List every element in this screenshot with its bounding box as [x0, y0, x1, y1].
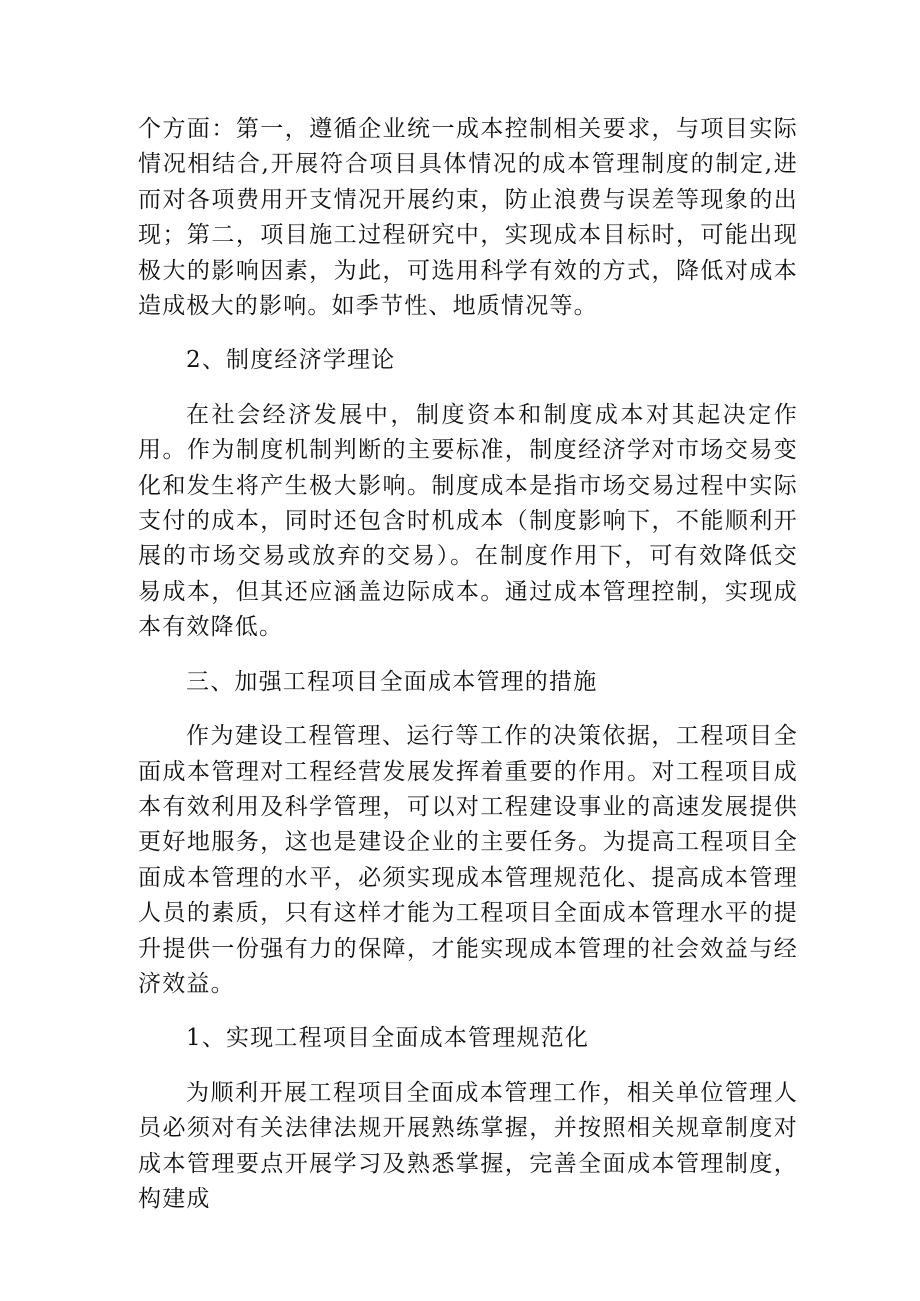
- section-heading-measures: 三、加强工程项目全面成本管理的措施: [186, 668, 598, 695]
- document-body: [138, 112, 798, 1217]
- measures-paragraph: 作为建设工程管理、运行等工作的决策依据，工程项目全面成本管理对工程经营发展发挥着重要的作用。对工程项目成本有效利用及科学管理，可以对工程建设事业的高速发展提供更好地服务，这也是建设企业的主要任务。为提高工程项目全面成本管理的水平，必须实现成本管理规范化、提高成本管理人员的素质，只有这样才能为工程项目全面成本管理水平的提升提供一份强有力的保障，才能实现成本管理的社会效益与经济效益。: [138, 723, 798, 997]
- institutional-economics-paragraph: 在社会经济发展中，制度资本和制度成本对其起决定作用。作为制度机制判断的主要标准，制度经济学对市场交易变化和发生将产生极大影响。制度成本是指市场交易过程中实际支付的成本，同时还包含时机成本（制度影响下，不能顺利开展的市场交易或放弃的交易）。在制度作用下，可有效降低交易成本，但其还应涵盖边际成本。通过成本管理控制，实现成本有效降低。: [138, 401, 798, 641]
- subheading-institutional-economics: 2、制度经济学理论: [186, 347, 396, 374]
- subheading-standardization: 1、实现工程项目全面成本管理规范化: [186, 1025, 590, 1052]
- continuation-paragraph: 个方面：第一，遵循企业统一成本控制相关要求，与项目实际情况相结合,开展符合项目具体情况的成本管理制度的制定,进而对各项费用开支情况开展约束，防止浪费与误差等现象的出现；第二，项目施工过程研究中，实现成本目标时，可能出现极大的影响因素，为此，可选用科学有效的方式，降低对成本造成极大的影响。如季节性、地质情况等。: [138, 116, 798, 320]
- standardization-paragraph: 为顺利开展工程项目全面成本管理工作，相关单位管理人员必须对有关法律法规开展熟练掌握，并按照相关规章制度对成本管理要点开展学习及熟悉掌握，完善全面成本管理制度，构建成: [138, 1079, 798, 1212]
